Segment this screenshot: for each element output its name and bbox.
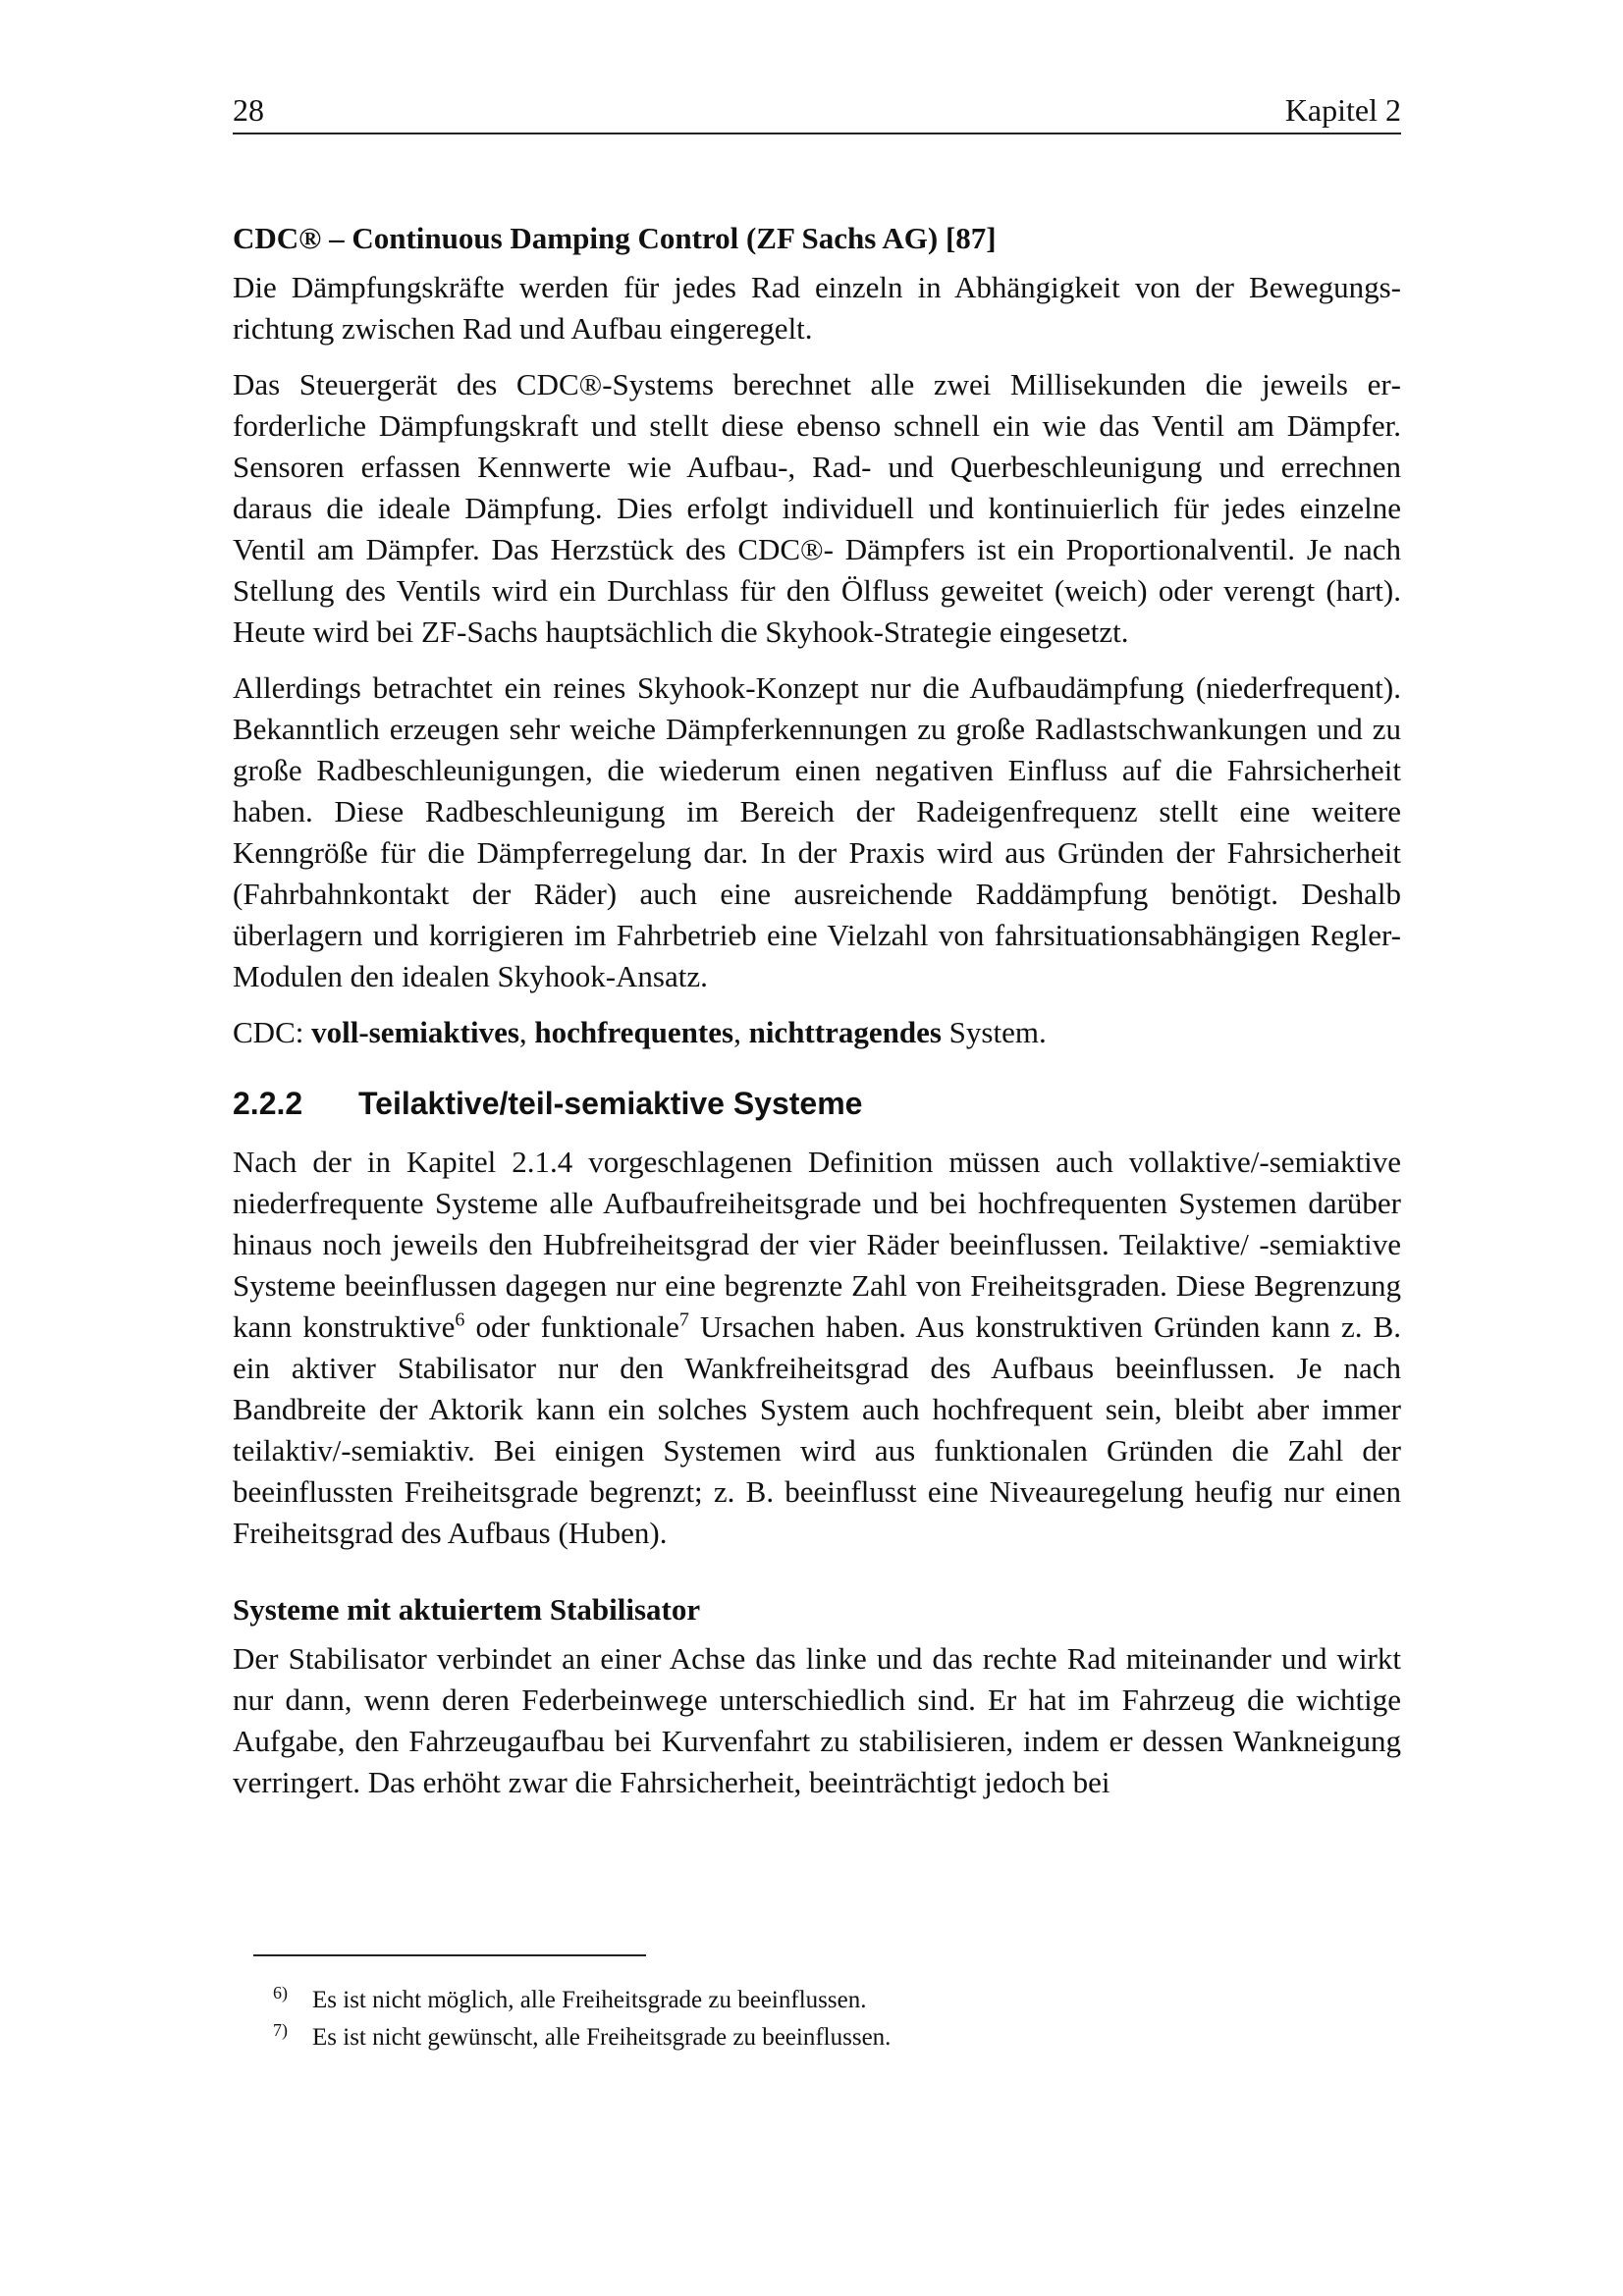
- section-text-c: Ursachen haben. Aus konstruktiven Gründen kann z. B. ein aktiver Stabilisator nur den Wankfreiheitsgrad des Aufbaus beeinflussen. Je nach Bandbreite der Aktorik kann ein solches System auch hochfrequent sein, bleibt aber immer teilaktiv/-semiaktiv. Bei einigen Systemen wird aus funktionalen Gründen die Zahl der beeinflussten Freiheitsgrade begrenzt; z. B. beeinflusst eine Niveauregelung heufig nur einen Freiheitsgrad des Aufbaus (Huben).: [233, 1309, 1401, 1550]
- footnote-text: Es ist nicht gewünscht, alle Freiheitsgrade zu beeinflussen.: [312, 2024, 892, 2051]
- running-header: [233, 90, 1401, 134]
- footnote-mark: 7): [273, 2020, 288, 2040]
- section-heading: [233, 1083, 1401, 1124]
- section-title: Teilaktive/teil-semiaktive Systeme: [358, 1086, 863, 1121]
- summary-tail: System.: [941, 1015, 1047, 1049]
- main-content: [233, 218, 1401, 1818]
- footnote-ref-7: 7: [678, 1308, 689, 1331]
- stabilizer-heading: Systeme mit aktuiertem Stabilisator: [233, 1592, 701, 1627]
- cdc-heading: CDC® – Continuous Damping Control (ZF Sachs AG) [87]: [233, 221, 997, 255]
- cdc-paragraph-3: Allerdings betrachtet ein reines Skyhook-Konzept nur die Aufbaudämpfung (niederfrequent). Bekanntlich erzeugen sehr weiche Dämpferkennungen zu große Radlastschwankungen und zu große Radbeschleunigungen, die wiederum einen negativen Einfluss auf die Fahrsicherheit haben. Diese Radbeschleunigung im Bereich der Radeigenfrequenz stellt eine weitere Kenngröße für die Dämpferregelung dar. In der Praxis wird aus Gründen der Fahrsicherheit (Fahrbahnkontakt der Räder) auch eine ausreichende Raddämpfung benötigt. Deshalb überlagern und korrigieren im Fahrbetrieb eine Vielzahl von fahrsituationsabhängigen Regler-Modulen den idealen Skyhook-Ansatz.: [233, 670, 1401, 993]
- chapter-label: Kapitel 2: [1284, 92, 1401, 128]
- footnote-mark: 6): [273, 1983, 288, 2002]
- cdc-summary: [233, 1012, 1401, 1053]
- section-paragraph-1: [233, 1142, 1401, 1554]
- summary-term-2: hochfrequentes: [534, 1015, 734, 1049]
- cdc-paragraph-2: Das Steuergerät des CDC®-Systems berechnet alle zwei Millisekunden die jeweils erforderliche Dämpfungskraft und stellt diese ebenso schnell ein wie das Ventil am Dämpfer. Sensoren erfassen Kennwerte wie Aufbau-, Rad- und Querbeschleunigung und errechnen daraus die ideale Dämpfung. Dies erfolgt individuell und kontinuierlich für jedes einzelne Ventil am Dämpfer. Das Herzstück des CDC®- Dämpfers ist ein Proportionalventil. Je nach Stellung des Ventils wird ein Durchlass für den Ölfluss geweitet (weich) oder verengt (hart). Heute wird bei ZF-Sachs hauptsächlich die Skyhook-Strategie eingesetzt.: [233, 367, 1401, 649]
- summary-lead: CDC:: [233, 1015, 312, 1049]
- section-text-b: oder funktionale: [464, 1309, 679, 1344]
- summary-separator-2: ,: [733, 1015, 749, 1049]
- footnote-divider: [253, 1954, 646, 1956]
- summary-term-3: nichttragendes: [748, 1015, 942, 1049]
- stabilizer-paragraph-1: Der Stabilisator verbindet an einer Achse das linke und das rechte Rad miteinander und wirkt nur dann, wenn deren Federbeinwege unterschiedlich sind. Er hat im Fahrzeug die wichtige Aufgabe, den Fahrzeugaufbau bei Kurvenfahrt zu stabilisieren, indem er dessen Wankneigung verringert. Das erhöht zwar die Fahrsicherheit, beeinträchtigt jedoch bei: [233, 1641, 1401, 1799]
- footnote-6: [273, 1983, 1353, 2018]
- page-number: 28: [233, 92, 264, 128]
- footnote-7: [273, 2020, 1353, 2056]
- summary-separator-1: ,: [518, 1015, 535, 1049]
- summary-term-1: voll-semiaktives: [311, 1015, 519, 1049]
- footnotes: [273, 1983, 1353, 2057]
- footnote-ref-6: 6: [455, 1308, 465, 1331]
- section-number: 2.2.2: [233, 1086, 303, 1121]
- section-text-a: Nach der in Kapitel 2.1.4 vorgeschlagenen Definition müssen auch vollaktive/-semiaktive niederfrequente Systeme alle Aufbaufreiheitsgrade und bei hochfrequenten Systemen darüber hinaus noch jeweils den Hubfreiheitsgrad der vier Räder beeinflussen. Teilaktive/ -semiaktive Systeme beeinflussen dagegen nur eine begrenzte Zahl von Freiheitsgraden. Diese Begrenzung kann konstruktive: [233, 1145, 1401, 1344]
- cdc-paragraph-1: Die Dämpfungskräfte werden für jedes Rad einzeln in Abhängigkeit von der Bewegungsrichtung zwischen Rad und Aufbau eingeregelt.: [233, 270, 1401, 346]
- footnote-text: Es ist nicht möglich, alle Freiheitsgrade zu beeinflussen.: [312, 1987, 867, 2013]
